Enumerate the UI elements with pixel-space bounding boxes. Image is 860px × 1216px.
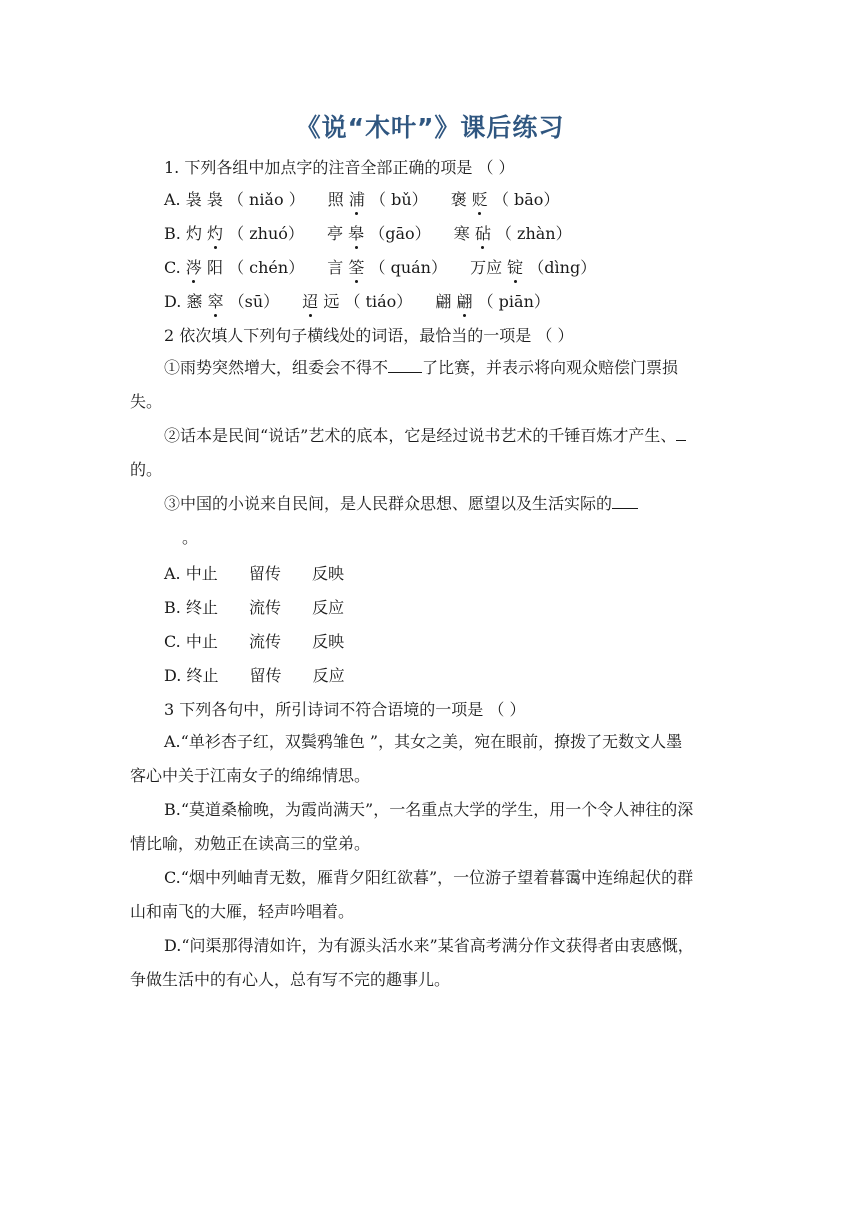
page-title: 《说“木叶”》课后练习 bbox=[295, 113, 565, 142]
q2-d-word2: 留传 bbox=[249, 666, 282, 685]
q3-a-line2: 客心中关于江南女子的绵绵情思。 bbox=[130, 766, 371, 785]
q1-c-pinyin2: （ quán） bbox=[369, 258, 447, 277]
q1-a-pinyin1: （ niǎo ） bbox=[227, 190, 305, 209]
q2-s1-blank bbox=[388, 358, 422, 373]
q2-b-word1: 终止 bbox=[185, 598, 218, 617]
q1-d-word2c: 远 bbox=[318, 292, 340, 311]
q1-a-word3a: 褒 bbox=[450, 190, 472, 209]
q2-b-label: B. bbox=[164, 598, 181, 617]
q1-option-d bbox=[164, 292, 550, 312]
q2-b-word3: 反应 bbox=[312, 598, 345, 617]
q2-sentence-3 bbox=[130, 487, 732, 555]
q3-d-line2: 争做生活中的有心人，总有写不完的趣事儿。 bbox=[130, 970, 451, 989]
q1-d-pinyin2: （ tiáo） bbox=[344, 292, 413, 311]
q1-a-label: A. bbox=[164, 190, 181, 209]
q1-d-pinyin1: （sū） bbox=[228, 292, 280, 311]
q1-b-label: B. bbox=[164, 224, 181, 243]
q3-b-line2: 情比喻，劝勉正在读高三的堂弟。 bbox=[130, 834, 371, 853]
q3-option-c bbox=[130, 861, 732, 929]
q1-b-word2b: 皋 bbox=[348, 224, 365, 243]
q1-b-word3a: 寒 bbox=[453, 224, 475, 243]
q3-d-line1: D.“问渠那得清如许，为有源头活水来”某省高考满分作文获得者由衷感慨， bbox=[164, 936, 694, 955]
q3-stem: 3 下列各句中，所引诗词不符合语境的一项是 （ ） bbox=[164, 700, 526, 719]
q2-s3-part-a: ③中国的小说来自民间，是人民群众思想、愿望以及生活实际的 bbox=[164, 494, 613, 513]
q2-sentence-2 bbox=[130, 419, 732, 487]
q2-s2-part-c: 的。 bbox=[130, 460, 163, 479]
q3-c-line1: C.“烟中列岫青无数，雁背夕阳红欲暮”，一位游子望着暮霭中连绵起伏的群 bbox=[164, 868, 694, 887]
q1-d-word1a: 窸 bbox=[186, 292, 208, 311]
q2-stem: 2 依次填人下列句子横线处的词语，最恰当的一项是 （ ） bbox=[164, 326, 574, 345]
q2-option-d bbox=[164, 666, 345, 686]
q2-c-word2: 流传 bbox=[248, 632, 281, 651]
q1-a-word2a: 照 bbox=[327, 190, 349, 209]
q2-a-word1: 中止 bbox=[185, 564, 218, 583]
q1-d-label: D. bbox=[164, 292, 182, 311]
q1-d-word3a: 翩 bbox=[435, 292, 457, 311]
q1-c-pinyin3: （dìng） bbox=[528, 258, 597, 277]
q1-a-word1: 袅 袅 bbox=[185, 190, 223, 209]
q2-option-a bbox=[164, 564, 344, 584]
q2-s2-blank bbox=[676, 426, 686, 441]
q1-b-word2a: 亭 bbox=[327, 224, 349, 243]
q1-stem: 1. 下列各组中加点字的注音全部正确的项是 （ ） bbox=[164, 158, 515, 177]
q2-option-b bbox=[164, 598, 344, 618]
q2-c-label: C. bbox=[164, 632, 181, 651]
q1-c-word3a: 万应 bbox=[470, 258, 508, 277]
q1-a-pinyin2: （ bǔ） bbox=[370, 190, 428, 209]
q1-option-c bbox=[164, 258, 596, 278]
q2-d-word3: 反应 bbox=[312, 666, 345, 685]
q1-a-pinyin3: （ bāo） bbox=[492, 190, 560, 209]
q2-s1-part-b: 了比赛，并表示将向观众赔偿门票损 bbox=[422, 358, 679, 377]
q1-c-word2b: 筌 bbox=[348, 258, 365, 277]
q1-d-word2b: 迢 bbox=[302, 292, 319, 311]
q1-c-word3b: 锭 bbox=[507, 258, 524, 277]
q1-d-word3b: 翩 bbox=[456, 292, 473, 311]
q2-c-word3: 反映 bbox=[312, 632, 345, 651]
q1-b-pinyin2: （gāo） bbox=[369, 224, 431, 243]
q1-b-pinyin3: （ zhàn） bbox=[495, 224, 572, 243]
q2-c-word1: 中止 bbox=[185, 632, 218, 651]
q3-c-line2: 山和南飞的大雁，轻声吟唱着。 bbox=[130, 902, 355, 921]
q2-a-word2: 留传 bbox=[248, 564, 281, 583]
q2-s3-blank bbox=[612, 494, 638, 509]
q3-b-line1: B.“莫道桑榆晚，为霞尚满天”，一名重点大学的学生，用一个令人神往的深 bbox=[164, 800, 694, 819]
q2-option-c bbox=[164, 632, 344, 652]
q1-option-b bbox=[164, 224, 572, 244]
q2-d-word1: 终止 bbox=[186, 666, 219, 685]
q1-b-pinyin1: （ zhuó） bbox=[228, 224, 304, 243]
q1-c-pinyin1: （ chén） bbox=[228, 258, 305, 277]
q2-a-label: A. bbox=[164, 564, 181, 583]
q2-s3-part-c: 。 bbox=[182, 528, 199, 547]
q1-c-label: C. bbox=[164, 258, 181, 277]
q1-d-pinyin3: （ piān） bbox=[477, 292, 550, 311]
q1-b-word1b: 灼 bbox=[207, 224, 224, 243]
q1-c-word2a: 言 bbox=[327, 258, 349, 277]
q1-a-word3b: 贬 bbox=[471, 190, 488, 209]
q3-a-line1: A.“单衫杏子红，双鬓鸦雏色 ”，其女之美，宛在眼前，撩拨了无数文人墨 bbox=[164, 732, 683, 751]
q2-d-label: D. bbox=[164, 666, 182, 685]
q3-option-d bbox=[130, 929, 732, 997]
q2-s1-part-a: ①雨势突然增大，组委会不得不 bbox=[164, 358, 389, 377]
q1-c-word1c: 阳 bbox=[201, 258, 223, 277]
q3-option-b bbox=[130, 793, 732, 861]
q1-a-word2b: 浦 bbox=[348, 190, 365, 209]
q2-sentence-1 bbox=[130, 351, 732, 419]
q3-option-a bbox=[130, 725, 732, 793]
q2-s1-part-c: 失。 bbox=[130, 392, 163, 411]
q1-b-word3b: 砧 bbox=[474, 224, 491, 243]
q2-b-word2: 流传 bbox=[249, 598, 282, 617]
q1-option-a bbox=[164, 190, 559, 210]
q1-b-word1a: 灼 bbox=[185, 224, 208, 243]
q2-s2-part-a: ②话本是民间“说话”艺术的底本，它是经过说书艺术的千锤百炼才产生、 bbox=[164, 426, 677, 445]
q1-c-word1b: 涔 bbox=[185, 258, 202, 277]
q2-a-word3: 反映 bbox=[311, 564, 344, 583]
q1-d-word1b: 窣 bbox=[207, 292, 224, 311]
